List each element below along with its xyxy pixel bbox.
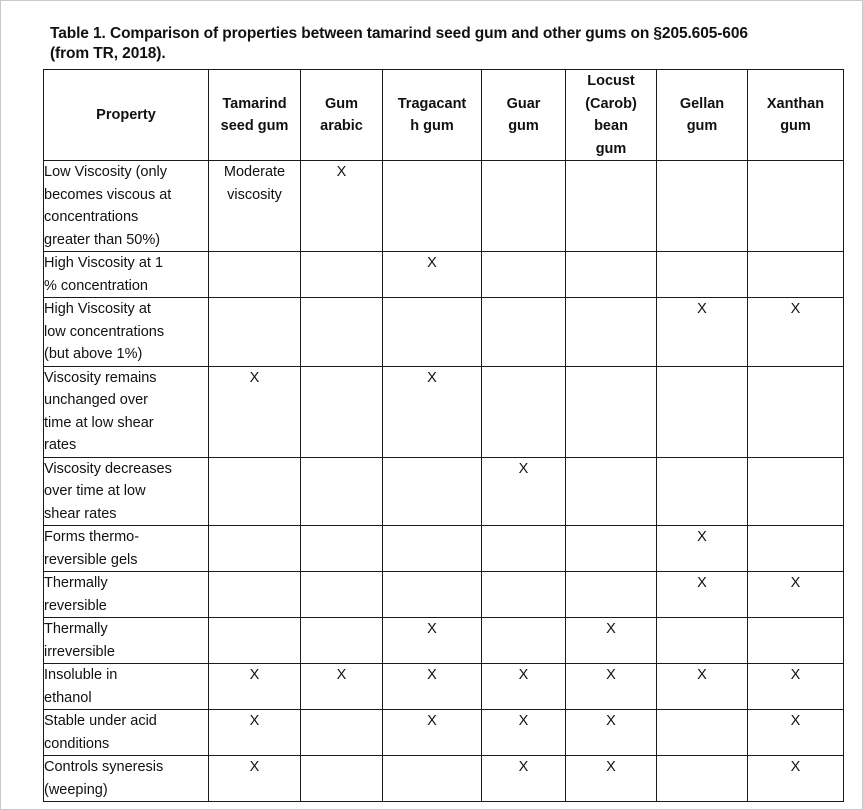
property-line: irreversible — [44, 643, 115, 660]
x-mark: X — [606, 621, 616, 637]
header-column — [482, 70, 566, 161]
x-mark: X — [790, 667, 801, 683]
value-cell — [482, 710, 566, 756]
value-cell — [482, 366, 566, 457]
value-cell — [383, 618, 482, 664]
property-line: reversible — [44, 597, 107, 614]
x-mark: X — [697, 667, 707, 683]
property-line: becomes viscous at — [44, 186, 172, 203]
value-cell — [657, 664, 748, 710]
property-line: Viscosity decreases — [44, 460, 172, 477]
property-cell — [44, 710, 209, 756]
property-cell — [44, 161, 209, 252]
table-row — [44, 664, 844, 710]
property-line: ethanol — [44, 689, 92, 706]
value-cell — [383, 366, 482, 457]
property-line: greater than 50%) — [44, 231, 161, 248]
value-cell — [566, 664, 657, 710]
property-line: concentrations — [44, 209, 139, 225]
value-cell — [482, 572, 566, 618]
value-cell — [209, 664, 301, 710]
property-line: % concentration — [44, 277, 148, 294]
value-cell — [566, 161, 657, 252]
value-cell — [748, 161, 844, 252]
header-column-line: seed gum — [220, 118, 289, 134]
header-column-line: h gum — [410, 118, 454, 134]
header-column — [566, 70, 657, 161]
value-cell — [748, 618, 844, 664]
value-cell — [482, 161, 566, 252]
x-mark: X — [606, 667, 616, 683]
value-cell — [209, 526, 301, 572]
property-line: (weeping) — [44, 781, 108, 798]
property-line: Controls syneresis — [44, 759, 164, 775]
x-mark: X — [518, 460, 529, 477]
value-cell — [209, 366, 301, 457]
x-mark: X — [697, 529, 707, 545]
value-cell — [657, 161, 748, 252]
value-cell — [383, 298, 482, 367]
property-cell — [44, 572, 209, 618]
value-cell — [566, 252, 657, 298]
value-cell — [383, 252, 482, 298]
value-cell — [657, 618, 748, 664]
property-line: Insoluble in — [44, 667, 118, 683]
property-cell — [44, 298, 209, 367]
value-cell — [482, 664, 566, 710]
value-cell — [301, 572, 383, 618]
value-cell — [383, 526, 482, 572]
value-cell — [748, 756, 844, 802]
property-cell — [44, 664, 209, 710]
table-caption — [50, 24, 840, 64]
value-cell — [301, 298, 383, 367]
value-cell — [209, 457, 301, 526]
x-mark: X — [790, 575, 801, 591]
value-cell — [748, 526, 844, 572]
value-cell — [383, 664, 482, 710]
header-row — [44, 70, 844, 161]
caption-line-1: Table 1. Comparison of properties between tamarind seed gum and other gums on §205.605-606 — [50, 25, 748, 42]
value-cell — [301, 756, 383, 802]
value-cell — [301, 618, 383, 664]
property-line: unchanged over — [44, 392, 148, 408]
cell-text: Moderate — [223, 164, 286, 180]
value-cell — [209, 252, 301, 298]
value-cell — [748, 457, 844, 526]
value-cell — [482, 252, 566, 298]
property-line: (but above 1%) — [44, 346, 143, 362]
property-line: Forms thermo- — [44, 529, 140, 545]
value-cell — [657, 252, 748, 298]
value-cell — [482, 457, 566, 526]
table-row — [44, 366, 844, 457]
header-column — [301, 70, 383, 161]
header-column — [209, 70, 301, 161]
x-mark: X — [336, 667, 347, 683]
header-column-line: gum — [686, 118, 718, 134]
value-cell — [209, 710, 301, 756]
property-cell — [44, 252, 209, 298]
property-cell — [44, 366, 209, 457]
value-cell — [301, 526, 383, 572]
x-mark: X — [427, 369, 437, 386]
x-mark: X — [606, 759, 616, 775]
x-mark: X — [336, 164, 347, 180]
property-line: High Viscosity at 1 — [44, 255, 164, 271]
table-row — [44, 526, 844, 572]
header-column — [383, 70, 482, 161]
value-cell — [383, 756, 482, 802]
header-property: Property — [44, 70, 209, 161]
value-cell — [383, 710, 482, 756]
value-cell — [301, 664, 383, 710]
header-column-line: bean — [594, 118, 628, 134]
table-row — [44, 252, 844, 298]
property-line: Thermally — [44, 621, 108, 637]
header-column-line: gum — [780, 118, 811, 134]
value-cell — [566, 572, 657, 618]
header-column-line: arabic — [320, 118, 363, 134]
value-cell — [657, 366, 748, 457]
table-row — [44, 756, 844, 802]
cell-text: viscosity — [227, 186, 282, 203]
value-cell — [748, 572, 844, 618]
property-cell — [44, 526, 209, 572]
property-line: Low Viscosity (only — [44, 164, 168, 180]
value-cell — [482, 298, 566, 367]
property-line: Stable under acid — [44, 713, 157, 729]
value-cell — [301, 457, 383, 526]
header-column-line: Tragacant — [397, 95, 467, 112]
x-mark: X — [790, 759, 801, 775]
property-cell — [44, 457, 209, 526]
table-row — [44, 710, 844, 756]
property-line: Viscosity remains — [44, 369, 157, 386]
value-cell — [566, 710, 657, 756]
value-cell — [657, 457, 748, 526]
property-line: conditions — [44, 735, 110, 752]
header-column-line: Gellan — [679, 95, 725, 112]
x-mark: X — [606, 713, 616, 729]
value-cell — [566, 756, 657, 802]
x-mark: X — [697, 575, 707, 591]
x-mark: X — [427, 621, 437, 637]
value-cell — [657, 526, 748, 572]
header-column-line: gum — [595, 140, 627, 157]
value-cell — [748, 298, 844, 367]
value-cell — [482, 618, 566, 664]
value-cell — [301, 252, 383, 298]
header-column — [657, 70, 748, 161]
value-cell — [566, 298, 657, 367]
value-cell — [383, 161, 482, 252]
x-mark: X — [518, 667, 529, 683]
value-cell — [383, 457, 482, 526]
x-mark: X — [518, 759, 529, 775]
x-mark: X — [427, 713, 437, 729]
value-cell — [209, 618, 301, 664]
property-line: low concentrations — [44, 323, 165, 340]
value-cell — [748, 366, 844, 457]
header-column-line: gum — [508, 118, 539, 134]
property-line: reversible gels — [44, 551, 138, 568]
header-column — [748, 70, 844, 161]
x-mark: X — [249, 713, 260, 729]
comparison-table — [43, 69, 844, 802]
table-row — [44, 572, 844, 618]
property-cell — [44, 756, 209, 802]
value-cell — [657, 298, 748, 367]
value-cell — [748, 710, 844, 756]
header-column-line: Locust — [587, 73, 635, 89]
value-cell — [209, 161, 301, 252]
table-body — [44, 161, 844, 802]
value-cell — [748, 664, 844, 710]
value-cell — [566, 526, 657, 572]
header-column-line: (Carob) — [585, 95, 637, 112]
table-row — [44, 161, 844, 252]
x-mark: X — [427, 667, 437, 683]
value-cell — [566, 618, 657, 664]
value-cell — [657, 572, 748, 618]
header-column-line: Tamarind — [222, 95, 287, 112]
value-cell — [482, 756, 566, 802]
header-column-line: Guar — [506, 95, 541, 112]
value-cell — [301, 710, 383, 756]
property-line: High Viscosity at — [44, 301, 151, 317]
value-cell — [566, 366, 657, 457]
property-line: over time at low — [44, 483, 146, 499]
table-row — [44, 298, 844, 367]
value-cell — [566, 457, 657, 526]
header-column-line: Gum — [324, 95, 359, 112]
table-row — [44, 618, 844, 664]
x-mark: X — [249, 667, 260, 683]
value-cell — [209, 298, 301, 367]
value-cell — [209, 572, 301, 618]
x-mark: X — [249, 759, 260, 775]
value-cell — [657, 710, 748, 756]
value-cell — [657, 756, 748, 802]
value-cell — [383, 572, 482, 618]
x-mark: X — [518, 713, 529, 729]
value-cell — [301, 366, 383, 457]
x-mark: X — [249, 369, 260, 386]
value-cell — [748, 252, 844, 298]
table-row — [44, 457, 844, 526]
x-mark: X — [790, 301, 801, 317]
value-cell — [482, 526, 566, 572]
value-cell — [209, 756, 301, 802]
x-mark: X — [697, 301, 707, 317]
x-mark: X — [790, 713, 801, 729]
x-mark: X — [427, 255, 437, 271]
property-line: shear rates — [44, 505, 117, 522]
property-line: time at low shear — [44, 414, 154, 431]
value-cell — [301, 161, 383, 252]
property-line: rates — [44, 437, 77, 453]
property-cell — [44, 618, 209, 664]
property-line: Thermally — [44, 575, 108, 591]
caption-line-2: (from TR, 2018). — [50, 45, 166, 62]
header-column-line: Xanthan — [766, 95, 825, 112]
